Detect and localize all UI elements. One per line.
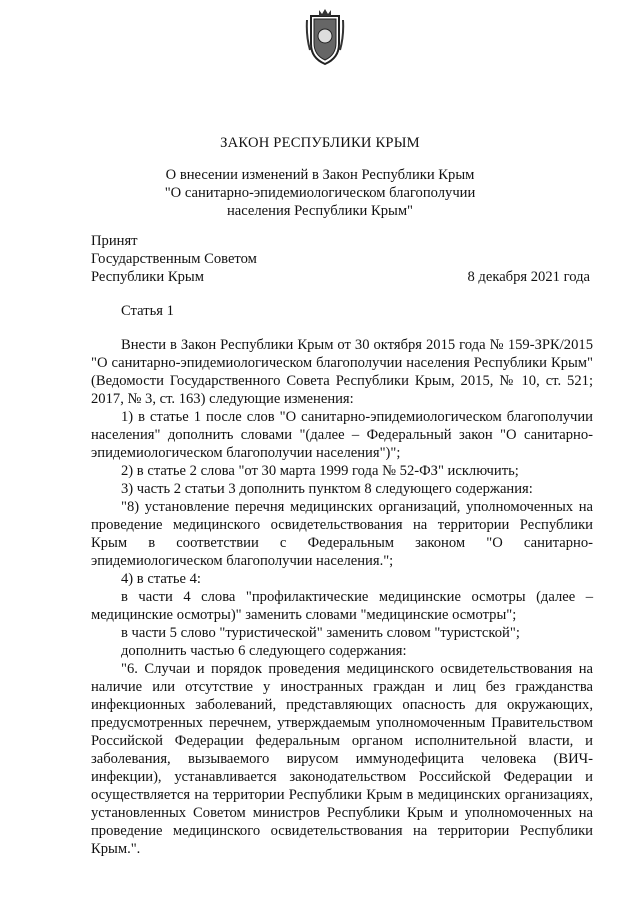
subtitle-line: О внесении изменений в Закон Республики Крым xyxy=(165,167,475,183)
subtitle-line: "О санитарно-эпидемиологическом благополучии xyxy=(164,185,476,201)
adoption-block xyxy=(91,232,257,286)
paragraph: "6. Случаи и порядок проведения медицинского освидетельствования на наличие или отсутствие у иностранных граждан и лиц без гражданства инфекционных заболеваний, представляющих опасность для окружающих, предусмотренных перечнем, утверждаемым уполномоченным Правительством Российской Федерации федеральным органом исполнительной власти, и заболевания, вызываемого вирусом иммунодефицита человека (ВИЧ-инфекции), устанавливается законодательством Российской Федерации и осуществляется на территории Республики Крым в медицинских организациях, установленных Советом министров Республики Крым и уполномоченных на проведение медицинского освидетельствования на территории Республики Крым.". xyxy=(91,661,593,857)
paragraph: 1) в статье 1 после слов "О санитарно-эпидемиологическом благополучии населения" дополнить словами "(далее – Федеральный закон "О санитарно-эпидемиологическом благополучии населения")"; xyxy=(91,409,593,461)
adoption-line: Принят xyxy=(91,233,138,249)
paragraph: в части 5 слово "туристической" заменить словом "туристской"; xyxy=(121,625,520,641)
paragraph: дополнить частью 6 следующего содержания: xyxy=(121,643,407,659)
article-heading: Статья 1 xyxy=(121,303,174,319)
paragraph: Внести в Закон Республики Крым от 30 октября 2015 года № 159-ЗРК/2015 "О санитарно-эпидемиологическом благополучии населения Республики Крым" (Ведомости Государственного Совета Республики Крым, 2015, № 10, ст. 521; 2017, № 3, ст. 163) следующие изменения: xyxy=(91,337,593,407)
paragraph: 3) часть 2 статьи 3 дополнить пунктом 8 следующего содержания: xyxy=(121,481,533,497)
adoption-date: 8 декабря 2021 года xyxy=(467,269,590,285)
paragraph: "8) установление перечня медицинских организаций, уполномоченных на проведение медицинского освидетельствования на территории Республики Крым в соответствии с Федеральным законом "О санитарно-эпидемиологическом благополучии населения."; xyxy=(91,499,593,569)
coat-of-arms-icon xyxy=(305,6,345,68)
paragraph: 2) в статье 2 слова "от 30 марта 1999 года № 52-ФЗ" исключить; xyxy=(121,463,519,479)
paragraph: в части 4 слова "профилактические медицинские осмотры (далее – медицинские осмотры)" заменить словами "медицинские осмотры"; xyxy=(91,589,593,623)
paragraph: 4) в статье 4: xyxy=(121,571,201,587)
adoption-line: Государственным Советом xyxy=(91,251,257,267)
law-title: ЗАКОН РЕСПУБЛИКИ КРЫМ xyxy=(220,135,420,151)
subtitle-line: населения Республики Крым" xyxy=(226,203,414,219)
adoption-line: Республики Крым xyxy=(91,269,204,285)
article-body xyxy=(91,336,593,858)
law-subtitle xyxy=(0,166,640,220)
